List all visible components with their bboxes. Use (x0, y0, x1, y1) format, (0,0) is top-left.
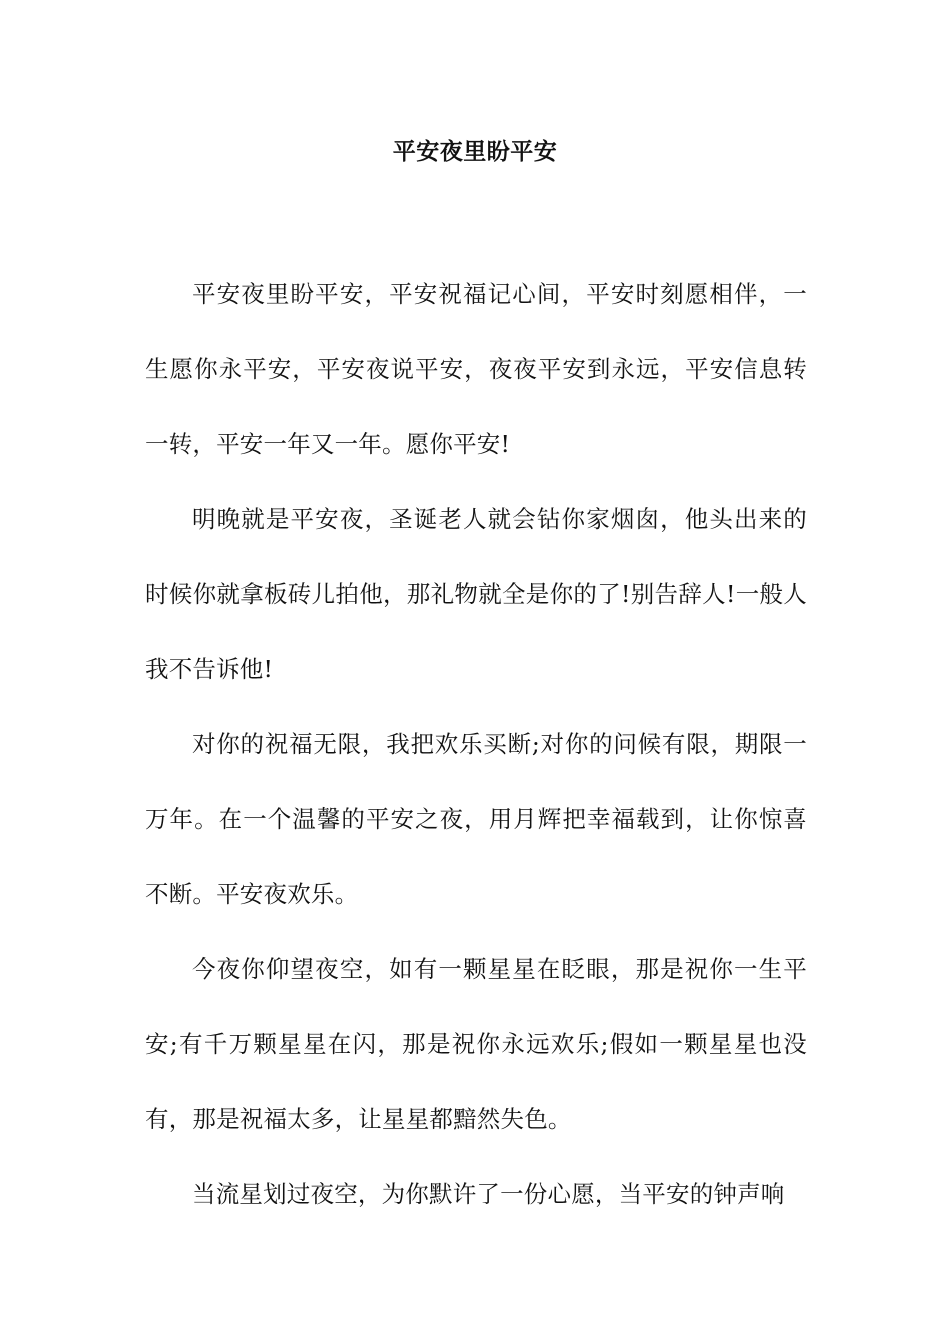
paragraph-2: 明晚就是平安夜，圣诞老人就会钻你家烟囱，他头出来的时候你就拿板砖儿拍他，那礼物就全是你的了!别告辞人!一般人我不告诉他! (145, 505, 807, 683)
paragraph-5: 当流星划过夜空，为你默许了一份心愿，当平安的钟声响 (192, 1180, 785, 1208)
document-body (145, 257, 807, 1232)
document-title: 平安夜里盼平安 (392, 138, 558, 165)
paragraph-1: 平安夜里盼平安，平安祝福记心间，平安时刻愿相伴，一生愿你永平安，平安夜说平安，夜夜平安到永远，平安信息转一转，平安一年又一年。愿你平安! (145, 280, 807, 458)
paragraph-3: 对你的祝福无限，我把欢乐买断;对你的问候有限，期限一万年。在一个温馨的平安之夜，用月辉把幸福载到，让你惊喜不断。平安夜欢乐。 (145, 730, 807, 908)
paragraph-4: 今夜你仰望夜空，如有一颗星星在眨眼，那是祝你一生平安;有千万颗星星在闪，那是祝你永远欢乐;假如一颗星星也没有，那是祝福太多，让星星都黯然失色。 (145, 955, 807, 1133)
